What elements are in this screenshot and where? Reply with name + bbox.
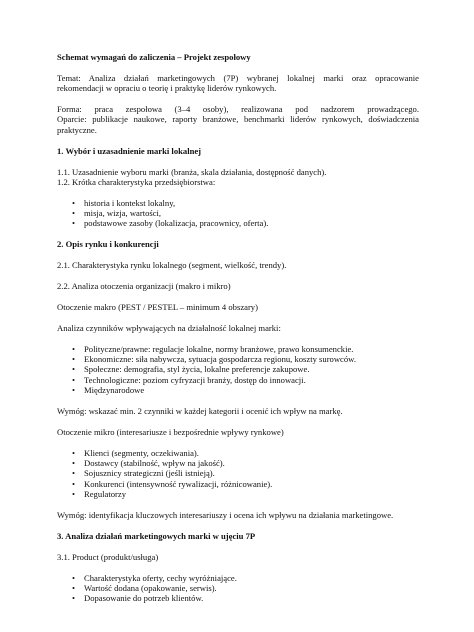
list-item: • misja, wizja, wartości, [57, 208, 419, 218]
document-page [57, 52, 419, 604]
list-item: • Społeczne: demografia, styl życia, lokalne preferencje zakupowe. [57, 364, 419, 374]
section-1-heading: 1. Wybór i uzasadnienie marki lokalnej [57, 145, 202, 156]
mikro-requirement: Wymóg: identyfikacja kluczowych interesariuszy i ocena ich wpływu na działania marketingowe. [57, 509, 394, 520]
list-item: • Polityczne/prawne: regulacje lokalne, normy branżowe, prawo konsumenckie. [57, 344, 419, 354]
list-item: • Klienci (segmenty, oczekiwania). [57, 448, 419, 458]
forma-line-3: praktyczne. [57, 124, 97, 135]
list-item: • Ekonomiczne: siła nabywcza, sytuacja gospodarcza regionu, koszty surowców. [57, 354, 419, 364]
list-item: • historia i kontekst lokalny, [57, 198, 419, 208]
makro-bullets [57, 344, 419, 396]
mikro-bullets [57, 448, 419, 500]
document-title: Schemat wymagań do zaliczenia – Projekt zespołowy [57, 52, 251, 62]
section-2-heading: 2. Opis rynku i konkurencji [57, 239, 159, 250]
section-3-bullets [57, 573, 419, 604]
section-1-item-1: 1.1. Uzasadnienie wyboru marki (branża, skala działania, dostępność danych). [57, 166, 327, 177]
section-3-item-1: 3.1. Product (produkt/usługa) [57, 551, 159, 562]
temat-line-1: Temat: Analiza działań marketingowych (7P) wybranej lokalnej marki oraz opracowanie [57, 72, 419, 83]
list-item: • Międzynarodowe [57, 385, 419, 395]
list-item: • Charakterystyka oferty, cechy wyróżniające. [57, 573, 419, 583]
section-1-bullets [57, 198, 419, 229]
list-item: • Technologiczne: poziom cyfryzacji branży, dostęp do innowacji. [57, 375, 419, 385]
temat-line-2: rekomendacji w opraciu o teorię i praktykę liderów rynkowych. [57, 83, 277, 94]
makro-title: Otoczenie makro (PEST / PESTEL – minimum 4 obszary) [57, 302, 258, 313]
section-2-item-2: 2.2. Analiza otoczenia organizacji (makro i mikro) [57, 281, 231, 292]
list-item: • podstawowe zasoby (lokalizacja, pracownicy, oferta). [57, 218, 419, 228]
forma-line-1: Forma: praca zespołowa (3–4 osoby), realizowana pod nadzorem prowadzącego. [57, 104, 419, 115]
forma-line-2: Oparcie: publikacje naukowe, raporty branżowe, benchmarki liderów rynkowych, doświadczenia [57, 114, 419, 125]
list-item: • Wartość dodana (opakowanie, serwis). [57, 583, 419, 593]
list-item: • Sojusznicy strategiczni (jeśli istnieją). [57, 468, 419, 478]
section-2-item-1: 2.1. Charakterystyka rynku lokalnego (segment, wielkość, trendy). [57, 260, 287, 271]
forma-paragraph [57, 104, 419, 135]
mikro-title: Otoczenie mikro (interesariusze i bezpośrednie wpływy rynkowe) [57, 426, 284, 437]
makro-intro: Analiza czynników wpływających na działalność lokalnej marki: [57, 322, 281, 333]
list-item: • Dopasowanie do potrzeb klientów. [57, 593, 419, 603]
section-1-item-2: 1.2. Krótka charakterystyka przedsiębiorstwa: [57, 176, 216, 187]
list-item: • Dostawcy (stabilność, wpływ na jakość). [57, 458, 419, 468]
section-1-items [57, 167, 419, 188]
section-3-heading: 3. Analiza działań marketingowych marki w ujęciu 7P [57, 530, 256, 541]
temat-paragraph [57, 73, 419, 94]
makro-requirement: Wymóg: wskazać min. 2 czynniki w każdej kategorii i ocenić ich wpływ na markę. [57, 406, 343, 416]
list-item: • Konkurenci (intensywność rywalizacji, różnicowanie). [57, 479, 419, 489]
list-item: • Regulatorzy [57, 489, 419, 499]
